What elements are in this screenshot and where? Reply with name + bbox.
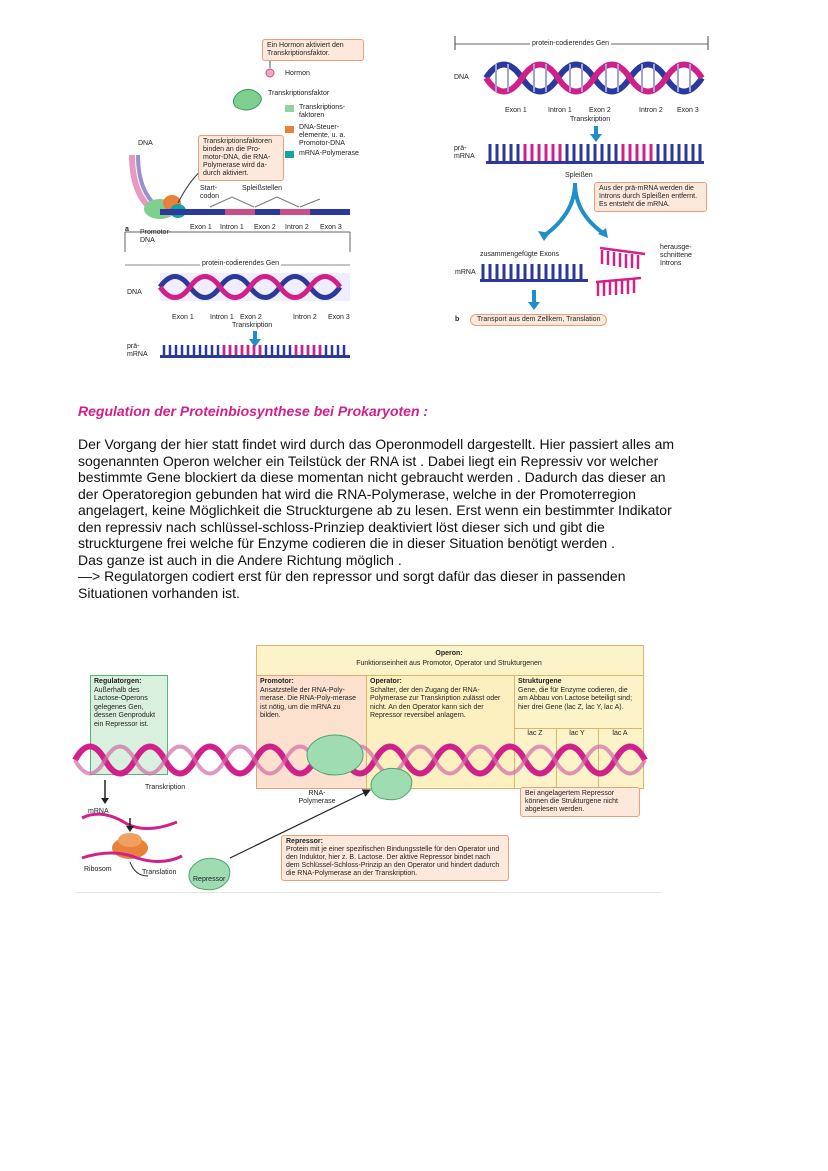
mrna-label-b: mRNA (455, 269, 476, 276)
label-b: b (455, 316, 460, 323)
text-line: der Operatoregion gebunden hat wird die RNA-Polymerase, welche in der Promoterregion (78, 485, 636, 502)
seg-a-3: Intron 2 (285, 224, 309, 231)
splicing-label: Spleißen (565, 172, 593, 179)
start-codon-label: Start-codon (200, 185, 220, 200)
regulator-title: Regulatorgen: (94, 678, 142, 685)
dna-label-b: DNA (454, 74, 469, 81)
section-heading: Regulation der Proteinbiosynthese bei Prokaryoten : (78, 403, 429, 419)
regulator-text: Außerhalb des Lactose-Operons gelegenes Gen, dessen Genprodukt ein Repressor ist. (94, 686, 156, 728)
struktur-text: Gene, die für Enzyme codieren, die am Abbau von Lactose beteiligt sind; hier drei Gene (lac Z, lac Y, lac A). (518, 686, 633, 711)
operon-subtitle: Funktionseinheit aus Promotor, Operator und Strukturgenen (356, 660, 542, 667)
hormone-label: Hormon (285, 70, 310, 77)
legend-polymerase: mRNA-Polymerase (299, 150, 359, 157)
cut-introns-label: herausge-schnittene Introns (660, 244, 692, 267)
splice-label: Spleißstellen (242, 185, 283, 192)
seg2-a-4: Exon 3 (328, 314, 350, 321)
transcription-label-a: Transkription (232, 322, 273, 329)
transcription-factor-icon (233, 89, 261, 110)
seg-a-4: Exon 3 (320, 224, 342, 231)
seg-b-0: Exon 1 (505, 107, 527, 114)
seg2-a-3: Intron 2 (293, 314, 317, 321)
seg-a-2: Exon 2 (254, 224, 276, 231)
repressor-box-text: Protein mit je einer spezifischen Bindungsstelle für den Operator und den Induktor, hier z. B. Lactose. Der aktive Repressor bindet nach dem Schlüssel-Schloss-Prinzip an den Operator und hindert dadurch die RNA-Polymerase an der Transkription. (286, 846, 500, 877)
text-line: bestimmte Gene blockiert da diese momentan nicht gebraucht werden . Dadurch das dieser an (78, 469, 666, 485)
seg2-a-1: Intron 1 (210, 314, 234, 321)
transport-box: Transport aus dem Zellkern, Translation (470, 314, 607, 326)
repressor-label: Repressor (193, 876, 226, 883)
text-line: Der Vorgang der hier statt findet wird durch das Operonmodell dargestellt. Hier passiert alles am (78, 436, 675, 452)
hormone-box: Ein Hormon aktiviert den Transkriptionsfaktor. (262, 39, 364, 61)
repressor-icon (189, 858, 230, 889)
hormone-icon (266, 69, 274, 77)
pre-mrna-comb-a (160, 345, 350, 358)
seg-b-3: Intron 2 (639, 107, 663, 114)
gene-lac-z: lac Z (527, 730, 543, 737)
rna-polymerase-label: RNA-Polymerase (298, 790, 336, 805)
gene-lac-y: lac Y (569, 730, 585, 737)
legend-polymerase-swatch (285, 151, 294, 158)
mrna-comb-b (480, 264, 588, 282)
blocked-box: Bei angelagertem Repressor können die Strukturgene nicht abgelesen werden. (520, 787, 640, 817)
dna-helix-b (486, 64, 702, 92)
promotor-title: Promotor: (260, 678, 294, 685)
dna-helix-a (160, 273, 350, 301)
text-line: —> Regulatorgen codiert erst für den repressor und sorgt dafür das dieser in passenden (78, 568, 626, 584)
operon-title: Operon: (435, 650, 463, 657)
repressor-box (281, 835, 509, 881)
joined-exons-label: zusammengefügte Exons (480, 251, 559, 258)
text-line: angelagert, keine Möglichkeit die Struckturgene ab zu lesen. Erst wenn ein bestimmter Indikator (78, 502, 672, 518)
dna-label-a: DNA (138, 140, 153, 147)
text-line: Situationen vorhanden ist. (78, 584, 240, 601)
promoter-label: Promotor-DNA (140, 229, 172, 244)
seg-a-0: Exon 1 (190, 224, 212, 231)
cut-introns-combs (596, 248, 645, 296)
operator-text: Schalter, der den Zugang der RNA-Polymerase zur Transkription zulässt oder nicht. An den Operator kann sich der Repressor reversibel anlagern. (370, 686, 501, 719)
figure-b-graphic (450, 28, 715, 333)
legend-tf: Transkriptions-faktoren (299, 104, 346, 119)
pre-mrna-label-a: prä-mRNA (127, 343, 148, 358)
tf-label: Transkriptionsfaktor (268, 90, 330, 97)
seg-b-4: Exon 3 (677, 107, 699, 114)
pre-mrna-comb-b (486, 144, 704, 164)
legend-promoter: DNA-Steuer-elemente, u. a. Promotor-DNA (299, 124, 346, 147)
legend-promoter-swatch (285, 126, 294, 133)
repressor-box-title: Repressor: (286, 838, 323, 845)
gene-label-a: protein-codierendes Gen (202, 260, 280, 267)
seg-b-2: Exon 2 (589, 107, 611, 114)
text-line: Das ganze ist auch in die Andere Richtung möglich . (78, 551, 402, 568)
dna2-label-a: DNA (127, 289, 142, 296)
label-a: a (125, 226, 129, 233)
operator-title: Operator: (370, 678, 402, 685)
seg-a-1: Intron 1 (220, 224, 244, 231)
pre-mrna-label-b: prä-mRNA (454, 145, 475, 160)
seg2-a-2: Exon 2 (240, 314, 262, 321)
splice-box: Aus der prä-mRNA werden die Introns durch Spleißen entfernt. Es entsteht die mRNA. (594, 182, 707, 212)
promotor-text: Ansatzstelle der RNA-Poly-merase. Die RNA-Poly-merase ist nötig, um die mRNA zu bilden. (260, 686, 357, 719)
translation-label: Translation (142, 869, 177, 876)
seg-b-1: Intron 1 (548, 107, 572, 114)
bound-repressor-icon (371, 768, 412, 799)
legend-tf-swatch (285, 105, 294, 112)
gene-label-b: protein-codierendes Gen (532, 40, 610, 47)
mrna-label-op: mRNA (88, 808, 109, 815)
body-text (78, 436, 748, 601)
struktur-title: Strukturgene (518, 678, 562, 685)
transcription-label-b: Transkription (570, 116, 611, 123)
text-line: den repressiv nach schlüssel-schloss-Prinziep deaktiviert löst dieser sich und gibt die (78, 518, 605, 535)
rna-polymerase-icon (307, 735, 363, 775)
gene-lac-a: lac A (612, 730, 628, 737)
seg2-a-0: Exon 1 (172, 314, 194, 321)
text-line: struckturgene frei welche für Enzyme codieren die in dieser Situation benötigt werden . (78, 535, 615, 551)
tf-box: Transkriptionsfaktoren binden an die Pro-motor-DNA, die RNA-Polymerase wird da-durch aktiviert. (198, 135, 284, 181)
ribosome-label: Ribosom (84, 866, 112, 873)
text-line: sogenannten Operon welcher ein Teilstück der RNA ist . Dabei liegt ein Repressiv vor welcher (78, 452, 659, 469)
transcription-label-op: Transkription (145, 784, 186, 791)
